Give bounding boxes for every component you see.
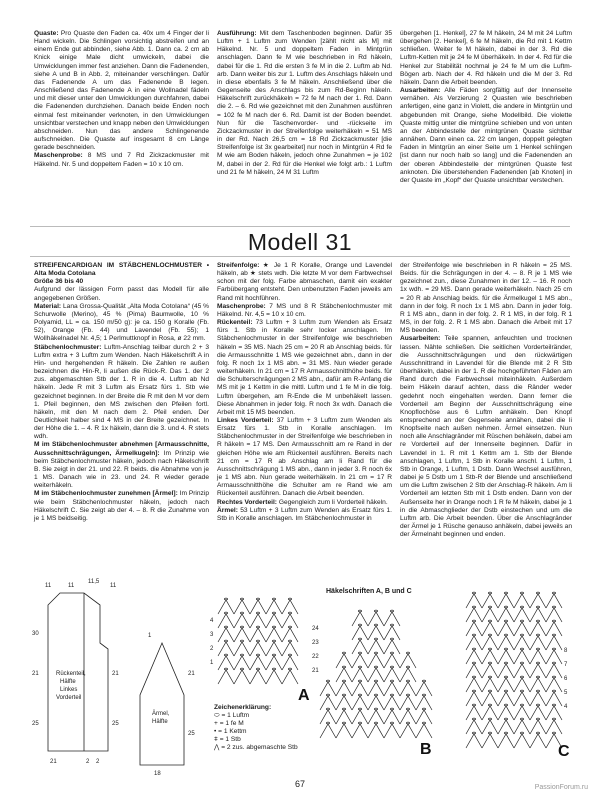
stitch-stb <box>384 724 400 738</box>
stitch-luftm <box>504 704 507 706</box>
paragraph <box>34 286 209 302</box>
paragraph-heading: Rückenteil: <box>217 319 253 327</box>
paragraph-body: übergehen [1. Henkel], 27 fe M häkeln, 24 M mit 24 Luftm übergehen [2. Henkel], 6 fe M häkeln, die Rd mit 1 Kettm schließen. Weiter fe M häkeln, dabei in der 3. Rd die Luftm-Ketten mit je 24 fe M überhäkeln. In der 4. Rd für die Henkel zur Stabilität nochmal je 24 fe M um die Luftm-Bögen arb. Nach der 4. Rd häkeln und die M der 3. Rd häkeln. Dann die Arbeit beenden. <box>400 30 572 86</box>
dim-bottom-3: 2 <box>96 759 100 765</box>
stitch-luftm <box>272 640 275 642</box>
paragraph-body: Pro Quaste den Faden ca. 40x um 4 Finger der li Hand wickeln. Die Schlingen vorsichtig abstreifen und an einem Ende gut abbinden, siehe Abb. 1. Dann ca. 2 cm ab Knick einige Male dicht umwickeln, dabei die Umwicklungen immer fest anziehen. Dann die Fadenenden, siehe A und B in Abb. 2, miteinander verschlingen. Dafür das Fadenende A um das Fadenende B legen. Anschließend das Fadenende A in eine Wollnadel fädeln und mit dieser unter den Umwicklungen durchfahren, dabei die Fadenenden durchziehen. Danach beide Enden noch einmal fest miteinander verknoten, in den Umwicklungen unsichtbar verstechen und knapp neben den Umwicklungen abschneiden. Nun das andere Schlingenende aufschneiden. Die Quaste auf insgesamt 8 cm Länge gerade beschneiden. <box>34 30 209 152</box>
paragraph-body: 37 Luftm + 3 Luftm zum Wenden als Ersatz fürs 1. Stb in Koralle anschlagen. Im Stäbchenlochmuster in der Streifenfolge wie beschrieben in R häkeln = 17 MS. Den Armausschnitt am re Rand in der gleichen Höhe wie am Rückenteil ausführen. Bereits nach 21 cm = 17 R ab Anschlag am li Rand für die Ausschnittschrägung 1 MS abn., dann in jeder 3. R noch 6x je 1 MS abn. Nun gerade weiterhäkeln. In 21 cm = 17 R Armausschnitthöhe die Schulter am re Rand wie am Rückenteil ausführen. Danach die Arbeit beenden. <box>217 416 392 498</box>
sleeve-dim-right-2: 25 <box>188 731 195 737</box>
paragraph <box>34 441 209 490</box>
paragraph-body: ★ Je 1 R Koralle, Orange und Lavendel häkeln, ab ★ stets wdh. Die letzte M vor dem Farbwechsel schon mit der folg. Farbe abmaschen, damit ein exakter Farbübergang entsteht. Den unbenutzten Faden jeweils am Rand mit hochführen. <box>217 262 392 302</box>
stitch-luftm <box>406 722 409 724</box>
stitch-stb <box>400 724 416 738</box>
paragraph-body: Lana Grossa-Qualität „Alta Moda Cotolana“ (45 % Schurwolle (Merino), 45 % (Pima) Baumwolle, 10 % Polyamid, LL = ca. 150 m/50 g): je ca. 150 g Koralle (Fb. 52), Orange (Fb. 44) und Lavendel (Fb. 55); 1 Wollhäkelnadel Nr. 4,5; 1 Perlmuttknopf in Rosa, ø 22 mm. <box>34 302 209 343</box>
paragraph <box>34 262 209 278</box>
stitch-luftm <box>374 708 377 710</box>
stitch-luftm <box>358 610 361 612</box>
paragraph <box>34 344 209 442</box>
stitch-stb <box>266 670 282 684</box>
legend-item-4: ǂ = 1 Stb <box>214 736 241 743</box>
stitch-luftm <box>422 722 425 724</box>
stitch-luftm <box>488 732 491 734</box>
stitch-luftm <box>520 690 523 692</box>
stitch-luftm <box>240 668 243 670</box>
paragraph <box>34 30 209 152</box>
paragraph-heading: Ärmel: <box>217 506 238 514</box>
stitch-luftm <box>520 606 523 608</box>
legend-item-5: ⋀ = 2 zus. abgemaschte Stb <box>214 744 298 751</box>
stitch-luftm <box>326 722 329 724</box>
stitch-luftm <box>552 648 555 650</box>
stitch-stb <box>352 724 368 738</box>
label-linkes: Linkes <box>60 687 78 693</box>
stitch-luftm <box>390 722 393 724</box>
stitch-luftm <box>224 612 227 614</box>
dim-inner-2: 25 <box>112 721 119 727</box>
stitch-luftm <box>536 634 539 636</box>
row-number: 4 <box>210 618 214 624</box>
stitch-luftm <box>358 722 361 724</box>
legend-item-2: + = 1 fe M <box>214 720 244 727</box>
dim-inner-1: 21 <box>112 671 119 677</box>
row-number: 23 <box>312 640 319 646</box>
stitch-luftm <box>240 612 243 614</box>
crochet-chart-a <box>210 582 310 704</box>
stitch-luftm <box>472 592 475 594</box>
stitch-luftm <box>358 666 361 668</box>
dim-bottom-2: 2 <box>86 759 90 765</box>
stitch-luftm <box>504 690 507 692</box>
stitch-luftm <box>520 648 523 650</box>
sleeve-dim-right-1: 21 <box>188 671 195 677</box>
stitch-luftm <box>536 648 539 650</box>
stitch-luftm <box>472 732 475 734</box>
stitch-luftm <box>406 708 409 710</box>
stitch-luftm <box>552 718 555 720</box>
stitch-stb <box>498 734 514 748</box>
stitch-luftm <box>390 610 393 612</box>
divider-bottom <box>30 256 570 257</box>
stitch-luftm <box>272 668 275 670</box>
paragraph-heading: Maschenprobe: <box>217 302 266 310</box>
paragraph-body: Aufgrund der lässigen Form passt das Modell für alle angegebenen Größen. <box>34 286 209 302</box>
paragraph <box>400 30 572 87</box>
stitch-luftm <box>256 626 259 628</box>
stitch-stb <box>530 734 546 748</box>
stitch-luftm <box>536 718 539 720</box>
paragraph-body: 73 Luftm + 3 Luftm zum Wenden als Ersatz fürs 1. Stb in Koralle sehr locker anschlagen. Im Stäbchenlochmuster in der Streifenfolge wie beschrieben häkeln = 35 MS. Nach 25 cm = 20 R ab Anschlag beids. für die Armausschnitte 1 MS wie gezeichnet abn., dann in der folg. R noch 1x 1 MS abn. = 31 MS. Nun wieder gerade weiterhäkeln. In 21 cm = 17 R Armausschnitthöhe beids. für die Schulterschrägungen 2 MS abn., dafür am R-Anfang die MS mit je 1 Kettm in die mittl. Luftm und 1 fe M in die folg. Luftm übergehen, am R-Ende die M unbehäkelt lassen. Diese Abnahmen in jeder folg. R noch 3x wdh. Danach die Arbeit mit 15 MS beenden. <box>217 319 392 416</box>
paragraph-body: Luftm-Anschlag teilbar durch 2 + 3 Luftm extra + 3 Luftm zum Wenden. Nach Häkelschrift A in Hin- und hergehenden R häkeln. Die Zahlen re außen bezeichnen die Hin-R, li außen die Rück-R. Das 1. der 2 zus. abgemaschten Stb der 1. R in die 4. Luftm ab Nd häkeln. Jede R mit 3 Luftm als Ersatz fürs 1. Stb wie gezeichnet beginnen. In der Breite die R mit den M vor dem 1. Pfeil beginnen, den MS zwischen den Pfeilen fortl. häkeln, mit den M nach dem 2. Pfeil enden. Der Deutlichkeit halber sind 4 MS in der Breite gezeichnet. In der Höhe die 1. – 4. R 1x häkeln, dann die 3. und 4. R stets wdh. <box>34 343 209 441</box>
stitch-luftm <box>342 708 345 710</box>
stitch-luftm <box>406 680 409 682</box>
paragraph-body: 7 MS und 8 R Stäbchenlochmuster mit Häkelnd. Nr. 4,5 = 10 x 10 cm. <box>217 302 392 318</box>
stitch-luftm <box>536 606 539 608</box>
sleeve-label-1: Ärmel, <box>152 711 170 717</box>
paragraph-body: Im Prinzip wie beim Stäbchenlochmuster häkeln, jedoch nach Häkelschrift C. Sie zeigt ab der 4. – 8. R die Zunahme von je 1 MS beidseitig. <box>34 490 209 522</box>
stitch-luftm <box>552 620 555 622</box>
chart-a-label: A <box>298 687 310 704</box>
paragraph-heading: Streifenfolge: <box>217 262 260 269</box>
stitch-luftm <box>488 592 491 594</box>
stitch-stb <box>250 670 266 684</box>
sleeve-dim-bottom: 18 <box>154 771 161 775</box>
stitch-luftm <box>288 612 291 614</box>
stitch-luftm <box>504 634 507 636</box>
dim-bottom-1: 21 <box>50 759 57 765</box>
stitch-luftm <box>326 694 329 696</box>
stitch-luftm <box>536 732 539 734</box>
stitch-luftm <box>390 680 393 682</box>
stitch-luftm <box>552 592 555 594</box>
stitch-luftm <box>536 704 539 706</box>
stitch-luftm <box>488 620 491 622</box>
stitch-luftm <box>374 610 377 612</box>
stitch-luftm <box>256 598 259 600</box>
bag-finishing-text <box>400 30 572 185</box>
stitch-luftm <box>288 668 291 670</box>
paragraph-heading: Material: <box>34 302 62 310</box>
stitch-luftm <box>536 662 539 664</box>
stitch-luftm <box>520 592 523 594</box>
stitch-luftm <box>488 634 491 636</box>
stitch-luftm <box>488 662 491 664</box>
legend-title: Zeichenerklärung: <box>214 704 272 711</box>
stitch-luftm <box>358 638 361 640</box>
stitch-luftm <box>504 732 507 734</box>
paragraph-heading: Größe 36 bis 40 <box>34 278 84 286</box>
stitch-luftm <box>374 638 377 640</box>
paragraph-heading: Quaste: <box>34 30 59 37</box>
row-number: 1 <box>210 660 214 666</box>
stitch-luftm <box>342 652 345 654</box>
stitch-stb <box>514 734 530 748</box>
sleeve-label-2: Hälfte <box>152 719 168 725</box>
stitch-luftm <box>488 676 491 678</box>
stitch-luftm <box>536 592 539 594</box>
stitch-luftm <box>288 626 291 628</box>
stitch-luftm <box>272 598 275 600</box>
paragraph <box>217 417 392 499</box>
stitch-luftm <box>374 624 377 626</box>
crochet-chart-b <box>312 600 457 760</box>
paragraph <box>217 507 392 523</box>
legend-item-1: ⬭ = 1 Luftm <box>214 712 250 719</box>
stitch-stb <box>282 670 298 684</box>
dim-top-2: 11 <box>68 583 75 589</box>
stitch-luftm <box>390 652 393 654</box>
stitch-luftm <box>256 654 259 656</box>
charts-title: Häkelschriften A, B und C <box>326 588 412 595</box>
paragraph-heading: Ausführung: <box>217 30 257 37</box>
paragraph <box>34 152 209 168</box>
label-rueckenteil: Rückenteil, <box>56 671 86 677</box>
watermark: PassionForum.ru <box>534 784 588 791</box>
divider-top <box>30 226 570 227</box>
stitch-luftm <box>342 666 345 668</box>
stitch-luftm <box>288 640 291 642</box>
stitch-luftm <box>374 722 377 724</box>
dim-left-1: 30 <box>32 631 39 637</box>
stitch-luftm <box>552 606 555 608</box>
paragraph <box>34 303 209 344</box>
row-number: 24 <box>312 626 319 632</box>
dim-top-1: 11 <box>45 583 52 589</box>
cardigan-parts-text <box>217 262 392 523</box>
stitch-luftm <box>358 680 361 682</box>
stitch-luftm <box>504 662 507 664</box>
stitch-luftm <box>390 624 393 626</box>
stitch-stb <box>336 724 352 738</box>
stitch-luftm <box>256 612 259 614</box>
label-vorderteil: Vorderteil <box>56 695 82 701</box>
stitch-luftm <box>472 718 475 720</box>
chart-b-label: B <box>420 741 432 758</box>
row-number: 8 <box>564 648 568 654</box>
stb-symbol-icon: ǂ <box>214 736 220 743</box>
stitch-luftm <box>272 612 275 614</box>
stitch-luftm <box>240 654 243 656</box>
stitch-luftm <box>256 640 259 642</box>
paragraph-heading: Rechtes Vorderteil: <box>217 498 277 506</box>
stitch-luftm <box>520 662 523 664</box>
luftm-symbol-icon: ⬭ <box>214 712 222 719</box>
stitch-luftm <box>504 676 507 678</box>
stitch-luftm <box>520 620 523 622</box>
paragraph-body: der Streifenfolge wie beschrieben in R häkeln = 25 MS. Beids. für die Schrägungen in der 4. – 8. R je 1 MS wie gezeichnet zun., diese Zunahmen in der 12. – 16. R noch 1x wdh. = 29 MS. Dann gerade weiterhäkeln. Nach 25 cm = 20 R ab Anschlag beids. für die Ärmelkugel 1 MS abn., dann in der folg. R noch 1x 1 MS abn. Dann in jeder folg. R 1 MS abn., dann in der folg. 2. R 1 MS, in der folg. R 1 MS, in der folg. 2. R 1 MS abn. Danach die Arbeit mit 17 MS beenden. <box>400 262 572 335</box>
stitch-luftm <box>240 598 243 600</box>
stitch-luftm <box>390 694 393 696</box>
stitch-luftm <box>224 654 227 656</box>
crochet-chart-c <box>460 582 575 762</box>
sleeve-schematic <box>130 625 205 775</box>
dim-left-3: 25 <box>32 721 39 727</box>
stitch-stb <box>368 724 384 738</box>
stitch-luftm <box>390 666 393 668</box>
paragraph-body: Mit dem Taschenboden beginnen. Dafür 35 Luftm + 1 Luftm zum Wenden [zählt nicht als M] mit Häkelnd. Nr. 5 und doppeltem Faden in Mintgrün anschlagen. Dann fe M wie beschrieben in Rd häkeln, dabei für die 1. Rd die ersten 3 fe M in die 2. Luftm ab Nd. arb. Dann weiter bis zur 1. Luftm des Anschlags häkeln und in diese ebenfalls 3 fe M häkeln. Anschließend über die Gegenseite des Anschlags bis zum Rd-Beginn häkeln. Häkelschrift zurückhäkeln = 72 fe M nach der 1. Rd. Dann die 2. – 6. Rd wie gezeichnet mit den Zunahmen ausführen = 102 fe M nach der 6. Rd. Damit ist der Boden beendet. Nun für die Taschenvorder- und -rückseite im Zickzackmuster in der Streifenfolge weiterhäkeln = 51 MS in der Rd. Nach 26,5 cm = 18 Rd Zickzackmuster [die Streifenfolge ist 3x gearbeitet] nur noch in Mintgrün 4 Rd fe M wie am Boden häkeln, jedoch ohne Zunahmen = je 102 M, dabei in der 2. Rd für die Henkel wie folgt arb.: 1 Luftm und 21 fe M häkeln, 24 M 31 Luftm <box>217 30 392 176</box>
stitch-luftm <box>488 648 491 650</box>
model-title: Modell 31 <box>247 229 353 255</box>
stitch-luftm <box>520 718 523 720</box>
paragraph <box>217 319 392 417</box>
paragraph-heading: Ausarbeiten: <box>400 335 441 343</box>
stitch-luftm <box>288 654 291 656</box>
stitch-luftm <box>504 606 507 608</box>
chart-c-label: C <box>558 743 570 760</box>
row-number: 7 <box>564 662 568 668</box>
stitch-luftm <box>390 638 393 640</box>
paragraph-body: Teile spannen, anfeuchten und trocknen lassen. Nähte schließen. Die seitlichen Vorderteilränder, die Ausschnittschrägungen und den rückwärtigen Ausschnittrand in Lavendel für die Blende mit 2 R Stb überhäkeln, dabei in der 1. R die hochgeführten Fäden am Rand durch die Farbwechsel miteinhäkeln. Außerdem beim Häkeln darauf achten, dass die Ränder weder gedehnt noch eingehalten werden. Dann ferner die Vorderteil am Beginn der Ausschnittschrägung eine Knopflochöse aus 6 Luftm anhäkeln. Den Knopf entsprechend an der Gegenseite annähen, dabei die li Knopfseite nach außen nehmen. Ärmel einsetzen. Nun noch alle Anschlagränder mit Rüschen behäkeln, dabei am re Vorderteil auf der Innenseite beginnen. Dafür in Lavendel in 1. R mit 1 Kettm am 1. Stb der Blende anschlagen, 1 Luftm, 1 Stb in Koralle anschl. 1 Luftm, 1 Stb in Orange, 1 Luftm, 1 Dstb. Dann Wechsel ausführen, dabei je 5 Dstb um 1 Stb-R der Blende und anschließend um die Luftm zwischen 2 Stb der Anschlag-R häkeln. Am li Vorderteil am letzten Stb mit 1 Dstb enden. Dann von der Außenseite her in Orange noch 1 R fe M häkeln, dabei je 1 in die Abmaschglieder der Dstb einstechen und um die Luftm arb. Die Arbeit beenden. Über die Anschlagränder der Ärmel je 1 Rüsche genauso anhäkeln, dabei jeweils an der Ärmelnaht beginnen und enden. <box>400 335 572 539</box>
stitch-luftm <box>342 722 345 724</box>
paragraph-body: Alle Fäden sorgfältig auf der Innenseite vernähen. Als Verzierung 2 Quasten wie beschrieben anfertigen, eine ganz in Violett, die andere in Mintgrün und abgebunden mit Orange, siehe Modellbild. Die violette Quaste mittig unter die mintgrüne schieben und von unten an der Abbindestelle der mintgrünen Quaste sichtbar annähen. Dann einen ca. 22 cm langen, doppelt gelegten Faden in Mintgrün an einer Seite um 1 Henkel schlingen [ist dann nur noch halb so lang] und die Fadenenden an der oberen Abbindestelle der mintgrünen Quaste fest anknoten. Die überstehenden Fadenenden [ab Knoten] in der Quaste im „Kopf“ der Quaste unsichtbar verstechen. <box>400 87 572 184</box>
stitch-luftm <box>422 680 425 682</box>
stitch-luftm <box>488 718 491 720</box>
paragraph <box>217 30 392 177</box>
stitch-luftm <box>224 668 227 670</box>
stitch-luftm <box>406 694 409 696</box>
stitch-luftm <box>552 676 555 678</box>
stitch-luftm <box>520 676 523 678</box>
stitch-luftm <box>488 690 491 692</box>
stitch-luftm <box>504 592 507 594</box>
stitch-luftm <box>240 640 243 642</box>
stitch-luftm <box>520 704 523 706</box>
stitch-luftm <box>256 668 259 670</box>
chart-legend <box>214 704 304 752</box>
stitch-luftm <box>390 708 393 710</box>
stitch-stb <box>218 670 234 684</box>
stitch-luftm <box>342 694 345 696</box>
dim-top-3: 11,5 <box>88 579 100 585</box>
paragraph-heading: M im Stäbchenlochmuster zunehmen [Ärmel]: <box>34 490 178 498</box>
kettm-symbol-icon: • <box>214 728 219 735</box>
stitch-luftm <box>552 704 555 706</box>
paragraph-heading: STREIFENCARDIGAN IM STÄBCHENLOCHMUSTER • Alta Moda Cotolana <box>34 262 209 278</box>
stitch-luftm <box>358 652 361 654</box>
stitch-luftm <box>520 634 523 636</box>
stitch-luftm <box>472 634 475 636</box>
stitch-luftm <box>504 718 507 720</box>
bag-execution-text <box>217 30 392 177</box>
stitch-luftm <box>552 690 555 692</box>
stitch-luftm <box>374 680 377 682</box>
stitch-luftm <box>552 662 555 664</box>
stitch-luftm <box>374 666 377 668</box>
stitch-luftm <box>406 666 409 668</box>
row-number: 5 <box>564 690 568 696</box>
row-number: 2 <box>210 646 214 652</box>
dim-left-2: 21 <box>32 671 39 677</box>
stitch-luftm <box>536 620 539 622</box>
paragraph <box>217 303 392 319</box>
paragraph-heading: Maschenprobe: <box>34 152 83 160</box>
stitch-luftm <box>552 634 555 636</box>
stitch-luftm <box>224 626 227 628</box>
stitch-luftm <box>406 652 409 654</box>
paragraph-heading: M im Stäbchenlochmuster abnehmen [Armausschnitte, Ausschnittschrägungen, Ärmelkugeln]: <box>34 441 209 457</box>
row-number: 4 <box>564 704 568 710</box>
stitch-luftm <box>488 704 491 706</box>
paragraph-body: 53 Luftm + 3 Luftm zum Wenden als Ersatz fürs 1. Stb in Koralle anschlagen. Im Stäbchenlochmuster in <box>217 506 392 522</box>
label-haelfte: Hälfte <box>60 679 76 685</box>
page-number: 67 <box>294 779 305 789</box>
stitch-luftm <box>272 626 275 628</box>
stitch-luftm <box>552 732 555 734</box>
row-number: 3 <box>210 632 214 638</box>
row-number: 22 <box>312 654 319 660</box>
row-number: 21 <box>312 668 319 674</box>
stitch-luftm <box>326 680 329 682</box>
stitch-luftm <box>326 708 329 710</box>
stitch-luftm <box>520 732 523 734</box>
quaste-instructions <box>34 30 209 169</box>
sleeve-top: 1 <box>148 633 152 639</box>
dim-top-4: 11 <box>110 583 117 589</box>
paragraph <box>400 87 572 185</box>
stitch-stb <box>320 724 336 738</box>
stitch-luftm <box>342 680 345 682</box>
stitch-luftm <box>472 676 475 678</box>
paragraph-heading: Linkes Vorderteil: <box>217 416 274 424</box>
stitch-stb <box>416 724 432 738</box>
stitch-luftm <box>288 598 291 600</box>
paragraph <box>34 490 209 523</box>
stitch-luftm <box>472 704 475 706</box>
stitch-luftm <box>472 690 475 692</box>
paragraph-body: Gegengleich zum li Vorderteil häkeln. <box>276 498 388 506</box>
stitch-luftm <box>358 624 361 626</box>
stitch-luftm <box>536 690 539 692</box>
stitch-luftm <box>374 694 377 696</box>
paragraph-body: Im Prinzip wie beim Stäbchenlochmuster häkeln, jedoch nach Häkelschrift B. Sie zeigt in der 21. und 22. R beids. die Abnahme von je 1 MS. Danach wie in 23. und 24. R wieder gerade weiterhäkeln. <box>34 449 210 490</box>
stitch-luftm <box>374 652 377 654</box>
stitch-stb <box>466 734 482 748</box>
cardigan-intro-text <box>34 262 209 523</box>
paragraph <box>217 262 392 303</box>
fem-symbol-icon: + <box>214 720 220 727</box>
stitch-luftm <box>358 694 361 696</box>
legend-item-3: • = 1 Kettm <box>214 728 247 735</box>
cardigan-finishing-text <box>400 262 572 539</box>
stb-together-symbol-icon: ⋀ <box>214 744 222 751</box>
stitch-luftm <box>472 662 475 664</box>
stitch-luftm <box>536 676 539 678</box>
paragraph-heading: Stäbchenlochmuster: <box>34 343 102 351</box>
paragraph <box>400 335 572 539</box>
stitch-stb <box>234 670 250 684</box>
stitch-luftm <box>472 606 475 608</box>
stitch-stb <box>482 734 498 748</box>
stitch-luftm <box>422 694 425 696</box>
stitch-luftm <box>472 620 475 622</box>
back-front-schematic <box>30 575 130 775</box>
stitch-luftm <box>240 626 243 628</box>
paragraph <box>400 262 572 335</box>
paragraph <box>217 499 392 507</box>
stitch-luftm <box>358 708 361 710</box>
paragraph-heading: Ausarbeiten: <box>400 87 441 95</box>
stitch-luftm <box>224 640 227 642</box>
stitch-luftm <box>504 620 507 622</box>
stitch-luftm <box>224 598 227 600</box>
stitch-luftm <box>504 648 507 650</box>
stitch-luftm <box>472 648 475 650</box>
row-number: 6 <box>564 676 568 682</box>
stitch-luftm <box>422 708 425 710</box>
stitch-luftm <box>488 606 491 608</box>
stitch-luftm <box>272 654 275 656</box>
paragraph <box>34 278 209 286</box>
paragraph-body: 8 MS und 7 Rd Zickzackmuster mit Häkelnd. Nr. 5 und doppeltem Faden = 10 x 10 cm. <box>34 152 209 168</box>
